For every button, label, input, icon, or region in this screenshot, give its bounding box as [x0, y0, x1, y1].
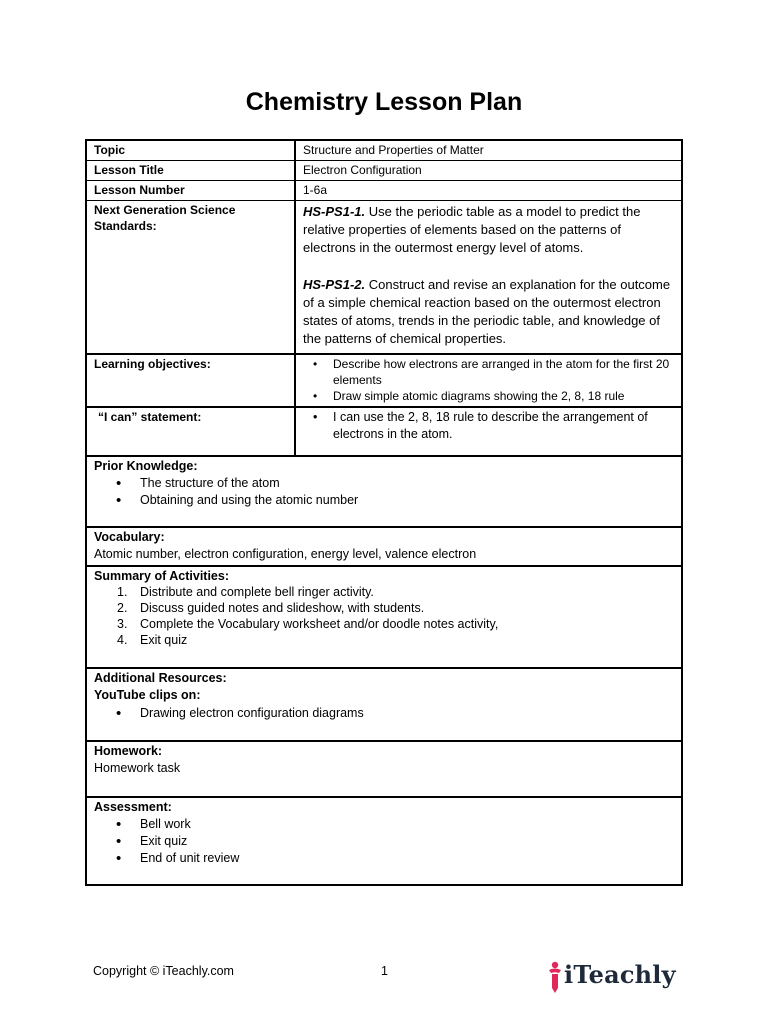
list-item: • Exit quiz [94, 833, 674, 850]
logo-text: iTeachly [564, 960, 676, 989]
item-number: 1. [117, 585, 128, 599]
standard-code: HS-PS1-1. [303, 204, 366, 219]
assessment-list [94, 816, 674, 867]
resources-label: Additional Resources: [94, 671, 227, 685]
assessment-cell [86, 797, 682, 885]
lesson-plan-table [85, 139, 683, 886]
summary-cell [86, 566, 682, 668]
lesson-number-label: Lesson Number [86, 181, 295, 201]
objectives-label: Learning objectives: [86, 354, 295, 407]
list-item [94, 616, 674, 632]
vocabulary-cell [86, 527, 682, 566]
summary-list [94, 584, 674, 648]
standards-label: Next Generation Science Standards: [86, 201, 295, 355]
vocabulary-label: Vocabulary: [94, 530, 165, 544]
page-title: Chemistry Lesson Plan [245, 88, 523, 116]
i-can-label: “I can” statement: [86, 407, 295, 456]
standard-text: Construct and revise an explanation for the outcome of a simple chemical reaction based on the outermost electron states of atoms, trends in the periodic table, and knowledge of the patterns of chemical properties. [303, 277, 671, 346]
list-item: • The structure of the atom [94, 475, 674, 492]
topic-value: Structure and Properties of Matter [295, 140, 682, 161]
homework-cell [86, 741, 682, 797]
page-number: 1 [381, 964, 388, 978]
standard-text: Use the periodic table as a model to predict the relative properties of elements based on the patterns of electrons in the outermost energy level of atoms. [303, 204, 641, 255]
i-can-value [295, 407, 682, 456]
iteachly-logo [546, 958, 676, 994]
objectives-row [86, 354, 682, 407]
prior-knowledge-cell [86, 456, 682, 527]
item-text: Discuss guided notes and slideshow, with students. [140, 601, 425, 615]
vocabulary-text: Atomic number, electron configuration, energy level, valence electron [94, 547, 477, 561]
standards-row [86, 201, 682, 355]
prior-knowledge-list [94, 475, 674, 509]
resources-row [86, 668, 682, 741]
i-can-row [86, 407, 682, 456]
lesson-title-label: Lesson Title [86, 161, 295, 181]
homework-text: Homework task [94, 761, 181, 775]
item-number: 2. [117, 601, 128, 615]
list-item: • Bell work [94, 816, 674, 833]
list-item: • Draw simple atomic diagrams showing the 2, 8, 18 rule [303, 388, 674, 404]
list-item: • I can use the 2, 8, 18 rule to describe the arrangement of electrons in the atom. [303, 409, 674, 443]
standard-item [303, 276, 674, 348]
topic-row [86, 140, 682, 161]
summary-label: Summary of Activities: [94, 569, 229, 583]
pencil-person-icon [546, 961, 564, 995]
list-item [94, 632, 674, 648]
prior-knowledge-label: Prior Knowledge: [94, 459, 198, 473]
homework-label: Homework: [94, 744, 163, 758]
item-number: 3. [117, 617, 128, 631]
objectives-list [303, 356, 674, 404]
list-item [94, 600, 674, 616]
list-item: • End of unit review [94, 850, 674, 867]
standard-code: HS-PS1-2. [303, 277, 366, 292]
homework-row [86, 741, 682, 797]
assessment-row [86, 797, 682, 885]
resources-list [94, 705, 674, 722]
copyright-text: Copyright © iTeachly.com [93, 964, 234, 978]
list-item: • Describe how electrons are arranged in the atom for the first 20 elements [303, 356, 674, 388]
item-text: Exit quiz [140, 633, 188, 647]
lesson-title-value: Electron Configuration [295, 161, 682, 181]
vocabulary-row [86, 527, 682, 566]
topic-label: Topic [86, 140, 295, 161]
resources-cell [86, 668, 682, 741]
standards-value [295, 201, 682, 355]
prior-knowledge-row [86, 456, 682, 527]
resources-sublabel: YouTube clips on: [94, 688, 201, 702]
objectives-value [295, 354, 682, 407]
i-can-list [303, 409, 674, 443]
item-text: Complete the Vocabulary worksheet and/or doodle notes activity, [140, 617, 499, 631]
assessment-label: Assessment: [94, 800, 172, 814]
item-text: Distribute and complete bell ringer activity. [140, 585, 374, 599]
lesson-number-row [86, 181, 682, 201]
list-item: • Obtaining and using the atomic number [94, 492, 674, 509]
lesson-number-value: 1-6a [295, 181, 682, 201]
standard-item [303, 203, 674, 257]
item-number: 4. [117, 633, 128, 647]
list-item: • Drawing electron configuration diagrams [94, 705, 674, 722]
list-item [94, 584, 674, 600]
summary-row [86, 566, 682, 668]
lesson-title-row [86, 161, 682, 181]
